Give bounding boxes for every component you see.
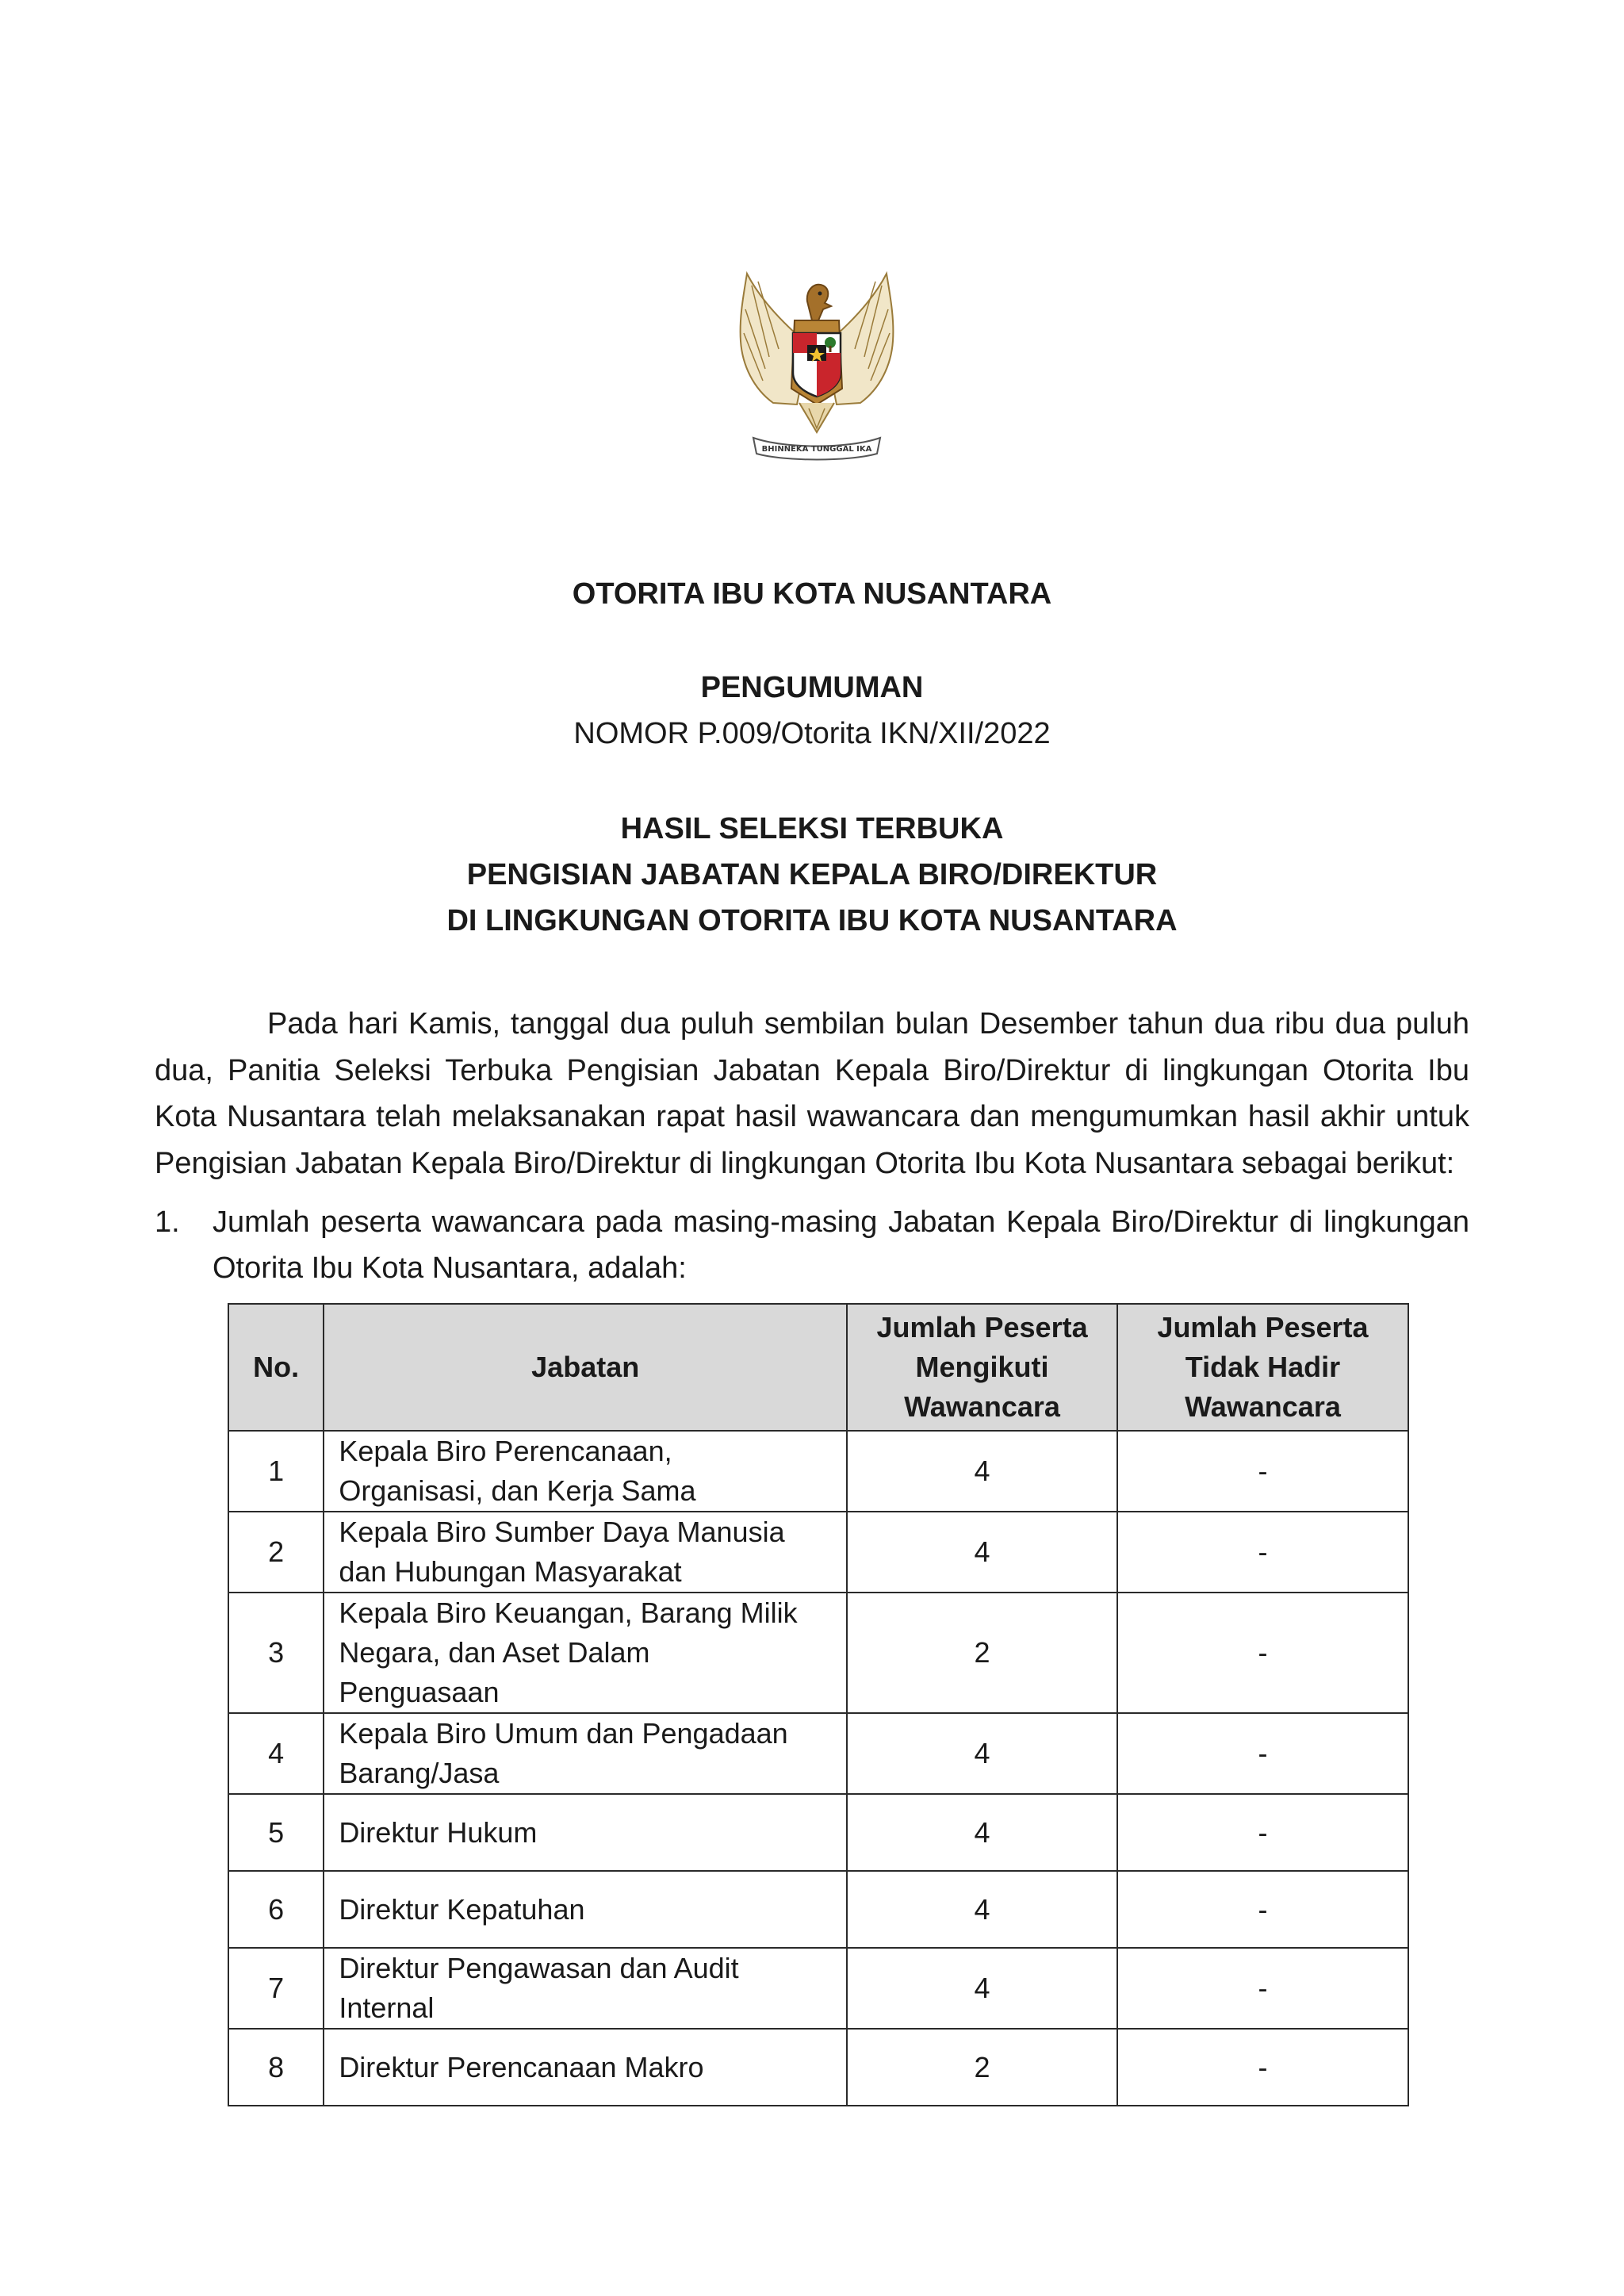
header-absent-line: Jumlah Peserta bbox=[1157, 1311, 1369, 1343]
cell-absent: - bbox=[1117, 1794, 1408, 1871]
cell-attended: 4 bbox=[847, 1512, 1117, 1593]
jabatan-line: Penguasaan bbox=[339, 1676, 500, 1708]
header-no: No. bbox=[228, 1304, 324, 1431]
jabatan-line: Direktur Perencanaan Makro bbox=[339, 2050, 704, 2083]
table-row bbox=[228, 2029, 1408, 2106]
cell-absent: - bbox=[1117, 1431, 1408, 1512]
subject-line-2: PENGISIAN JABATAN KEPALA BIRO/DIREKTUR bbox=[466, 858, 1158, 891]
cell-absent: - bbox=[1117, 1871, 1408, 1948]
jabatan-line: Direktur Kepatuhan bbox=[339, 1892, 585, 1926]
table-row bbox=[228, 1431, 1408, 1512]
announcement-number: NOMOR P.009/Otorita IKN/XII/2022 bbox=[573, 717, 1051, 750]
jabatan-line: Kepala Biro Perencanaan, bbox=[339, 1435, 672, 1467]
jabatan-line: Direktur Hukum bbox=[339, 1815, 538, 1849]
header-absent bbox=[1117, 1304, 1408, 1431]
jabatan-line: dan Hubungan Masyarakat bbox=[339, 1555, 682, 1588]
cell-jabatan bbox=[324, 1512, 847, 1593]
jabatan-line: Kepala Biro Umum dan Pengadaan bbox=[339, 1717, 788, 1750]
cell-no: 8 bbox=[228, 2029, 324, 2106]
cell-jabatan bbox=[324, 1431, 847, 1512]
jabatan-line: Kepala Biro Keuangan, Barang Milik bbox=[339, 1596, 798, 1629]
cell-no: 1 bbox=[228, 1431, 324, 1512]
table-row bbox=[228, 1794, 1408, 1871]
table-header-row bbox=[228, 1304, 1408, 1431]
jabatan-line: Barang/Jasa bbox=[339, 1757, 500, 1789]
subject-line-1: HASIL SELEKSI TERBUKA bbox=[620, 812, 1004, 845]
table-row bbox=[228, 1948, 1408, 2029]
cell-jabatan bbox=[324, 1713, 847, 1794]
cell-no: 3 bbox=[228, 1593, 324, 1713]
cell-no: 5 bbox=[228, 1794, 324, 1871]
jabatan-line: Internal bbox=[339, 1991, 435, 2024]
cell-attended: 4 bbox=[847, 1794, 1117, 1871]
cell-jabatan bbox=[324, 2029, 847, 2106]
organization-title: OTORITA IBU KOTA NUSANTARA bbox=[572, 577, 1052, 611]
jabatan-line: Negara, dan Aset Dalam bbox=[339, 1636, 650, 1669]
garuda-emblem-icon bbox=[730, 270, 904, 464]
cell-absent: - bbox=[1117, 1948, 1408, 2029]
header-attended bbox=[847, 1304, 1117, 1431]
list-item-text: Jumlah peserta wawancara pada masing-masing Jabatan Kepala Biro/Direktur di lingkungan Otorita Ibu Kota Nusantara, adalah: bbox=[213, 1205, 1469, 1285]
cell-attended: 4 bbox=[847, 1948, 1117, 2029]
header-attended-line: Mengikuti bbox=[915, 1351, 1049, 1383]
table-row bbox=[228, 1713, 1408, 1794]
cell-absent: - bbox=[1117, 2029, 1408, 2106]
cell-attended: 4 bbox=[847, 1713, 1117, 1794]
jabatan-line: Direktur Pengawasan dan Audit bbox=[339, 1952, 739, 1984]
header-absent-line: Wawancara bbox=[1185, 1390, 1341, 1423]
jabatan-line: Kepala Biro Sumber Daya Manusia bbox=[339, 1516, 785, 1548]
table-row bbox=[228, 1871, 1408, 1948]
header-attended-line: Jumlah Peserta bbox=[876, 1311, 1088, 1343]
cell-no: 6 bbox=[228, 1871, 324, 1948]
table-row bbox=[228, 1512, 1408, 1593]
cell-attended: 4 bbox=[847, 1431, 1117, 1512]
header-absent-line: Tidak Hadir bbox=[1185, 1351, 1341, 1383]
cell-jabatan bbox=[324, 1948, 847, 2029]
cell-jabatan bbox=[324, 1794, 847, 1871]
cell-no: 4 bbox=[228, 1713, 324, 1794]
cell-no: 7 bbox=[228, 1948, 324, 2029]
interview-results-table bbox=[228, 1303, 1409, 2106]
cell-absent: - bbox=[1117, 1713, 1408, 1794]
list-item-number: 1. bbox=[155, 1205, 180, 1239]
jabatan-line: Organisasi, dan Kerja Sama bbox=[339, 1474, 696, 1507]
cell-attended: 2 bbox=[847, 1593, 1117, 1713]
intro-paragraph: Pada hari Kamis, tanggal dua puluh sembilan bulan Desember tahun dua ribu dua puluh dua, Panitia Seleksi Terbuka Pengisian Jabatan Kepala Biro/Direktur di lingkungan Otorita Ibu Kota Nusantara telah melaksanakan rapat hasil wawancara dan mengumumkan hasil akhir untuk Pengisian Jabatan Kepala Biro/Direktur di lingkungan Otorita Ibu Kota Nusantara sebagai berikut: bbox=[155, 1007, 1469, 1180]
cell-absent: - bbox=[1117, 1512, 1408, 1593]
cell-attended: 2 bbox=[847, 2029, 1117, 2106]
cell-absent: - bbox=[1117, 1593, 1408, 1713]
emblem-motto: BHINNEKA TUNGGAL IKA bbox=[761, 445, 872, 454]
header-jabatan: Jabatan bbox=[324, 1304, 847, 1431]
table-row bbox=[228, 1593, 1408, 1713]
subject-line-3: DI LINGKUNGAN OTORITA IBU KOTA NUSANTARA bbox=[446, 904, 1178, 937]
announcement-title: PENGUMUMAN bbox=[700, 671, 924, 704]
cell-no: 2 bbox=[228, 1512, 324, 1593]
cell-attended: 4 bbox=[847, 1871, 1117, 1948]
header-attended-line: Wawancara bbox=[904, 1390, 1060, 1423]
cell-jabatan bbox=[324, 1871, 847, 1948]
cell-jabatan bbox=[324, 1593, 847, 1713]
